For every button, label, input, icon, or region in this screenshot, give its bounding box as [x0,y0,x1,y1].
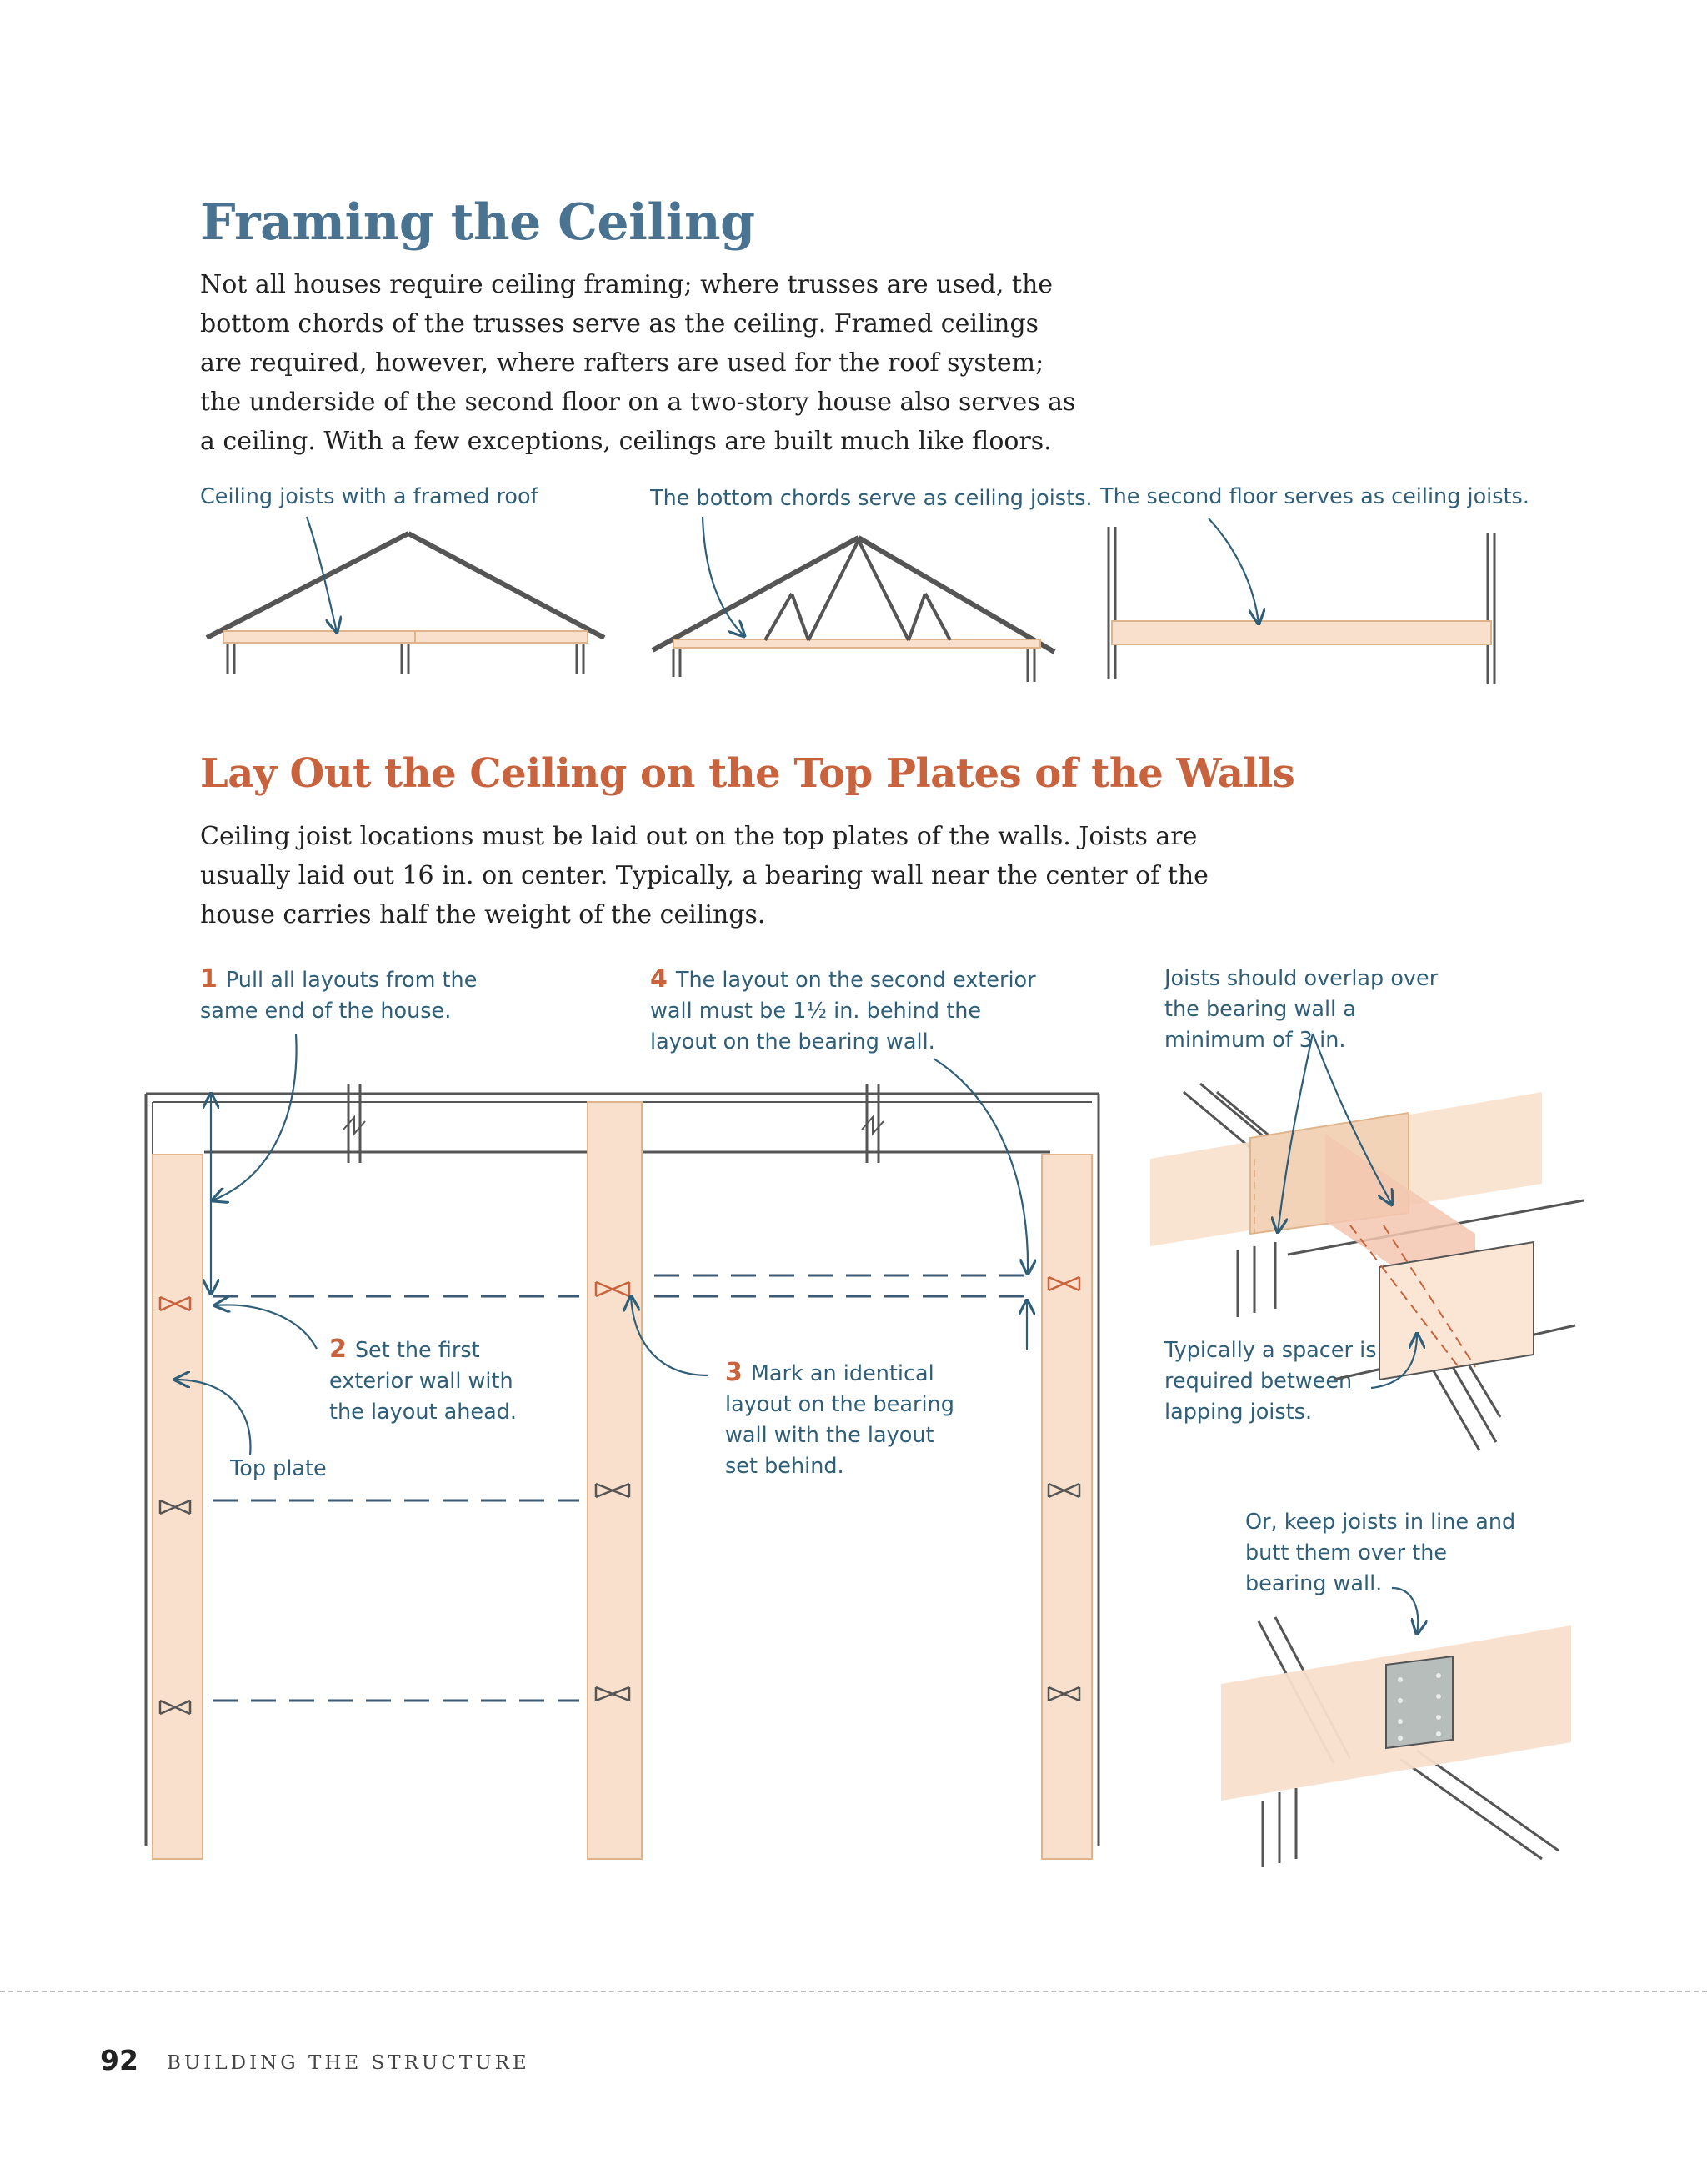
butt-detail-diagram [1221,1588,1571,1867]
truss-diagram [653,517,1054,682]
framed-roof-diagram [207,517,604,674]
subsection-title: Lay Out the Ceiling on the Top Plates of the Walls [200,750,1295,797]
caption-trusses: The bottom chords serve as ceiling joists. [650,486,1093,511]
page-number: 92 [100,2044,138,2076]
step-1-text: Pull all layouts from the same end of the house. [200,968,478,1024]
overlap-label: Joists should overlap over the bearing wall a minimum of 3 in. [1164,966,1439,1053]
step-3-number: 3 [725,1358,743,1387]
spacer-label: Typically a spacer is required between lapping joists. [1164,1338,1377,1425]
top-plate-label: Top plate [230,1456,327,1481]
step-2-text: Set the first exterior wall with the layout ahead. [329,1338,518,1425]
second-floor-diagram [1109,518,1494,684]
section-title: Framing the Ceiling [200,193,755,252]
caption-second-floor: The second floor serves as ceiling joists. [1100,484,1529,509]
running-head: BUILDING THE STRUCTURE [167,2052,530,2074]
overlap-detail-diagram [1150,1034,1584,1450]
step-1-number: 1 [200,964,218,994]
layout-paragraph: Ceiling joist locations must be laid out on the top plates of the walls. Joists are usually laid out 16 in. on center. Typically, a bearing wall near the center of the house carries half the weight of the ceilings. [200,822,1209,929]
step-4-number: 4 [650,964,668,994]
footer-rule [0,1991,1707,1992]
step-3-text: Mark an identical layout on the bearing wall with the layout set behind. [725,1361,954,1479]
intro-paragraph: Not all houses require ceiling framing; where trusses are used, the bottom chords of the trusses serve as the ceiling. Framed ceilings are required, however, where rafters are used for the roof system; the underside of the second floor on a two-story house also serves as a ceiling. With a few exceptions, ceilings are built much like floors. [200,270,1076,456]
butt-label: Or, keep joists in line and butt them over the bearing wall. [1245,1510,1516,1596]
step-2-number: 2 [329,1335,347,1364]
step-4-text: The layout on the second exterior wall must be 1½ in. behind the layout on the bearing wall. [650,968,1036,1054]
caption-framed-roof: Ceiling joists with a framed roof [200,484,538,509]
wall-layout-diagram [146,1034,1099,1859]
